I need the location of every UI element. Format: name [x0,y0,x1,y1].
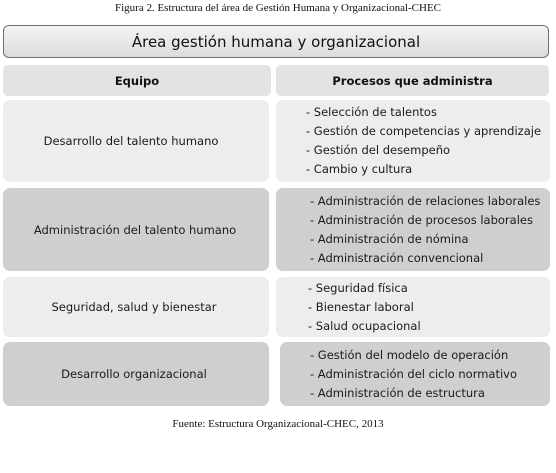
figure-caption: Figura 2. Estructura del área de Gestión Humana y Organizacional-CHEC [114,2,442,14]
team-cell [3,188,269,271]
processes-cell [280,342,550,406]
process-item: - Gestión de competencias y aprendizaje [306,124,542,138]
process-item: - Bienestar laboral [308,299,414,314]
team-cell [3,277,269,337]
team-name: Administración del talento humano [33,222,237,237]
team-cell [3,100,269,182]
process-item: - Seguridad física [308,280,408,295]
process-item: - Administración de procesos laborales [310,212,533,227]
process-item: - Gestión del desempeño [306,143,451,157]
team-name: Desarrollo organizacional [61,367,207,381]
source-note: Fuente: Estructura Organizacional-CHEC, 2013 [172,418,384,430]
area-title: Área gestión humana y organizacional [3,25,549,58]
process-item: - Administración del ciclo normativo [310,366,518,381]
processes-cell [276,188,550,271]
process-item: - Gestión del modelo de operación [310,347,509,362]
column-header-processes: Procesos que administra [276,65,549,96]
processes-cell [276,100,550,182]
process-item: - Administración de estructura [310,385,485,400]
process-item: - Selección de talentos [306,105,437,119]
team-name: Desarrollo del talento humano [43,134,219,148]
team-name: Seguridad, salud y bienestar [51,300,217,314]
team-cell [3,342,269,406]
process-item: - Administración de relaciones laborales [310,193,541,208]
process-item: - Administración convencional [310,250,484,265]
column-header-team: Equipo [3,65,271,96]
processes-cell [276,277,550,337]
process-item: - Salud ocupacional [308,318,421,333]
process-item: - Administración de nómina [310,231,469,246]
process-item: - Cambio y cultura [306,162,413,176]
